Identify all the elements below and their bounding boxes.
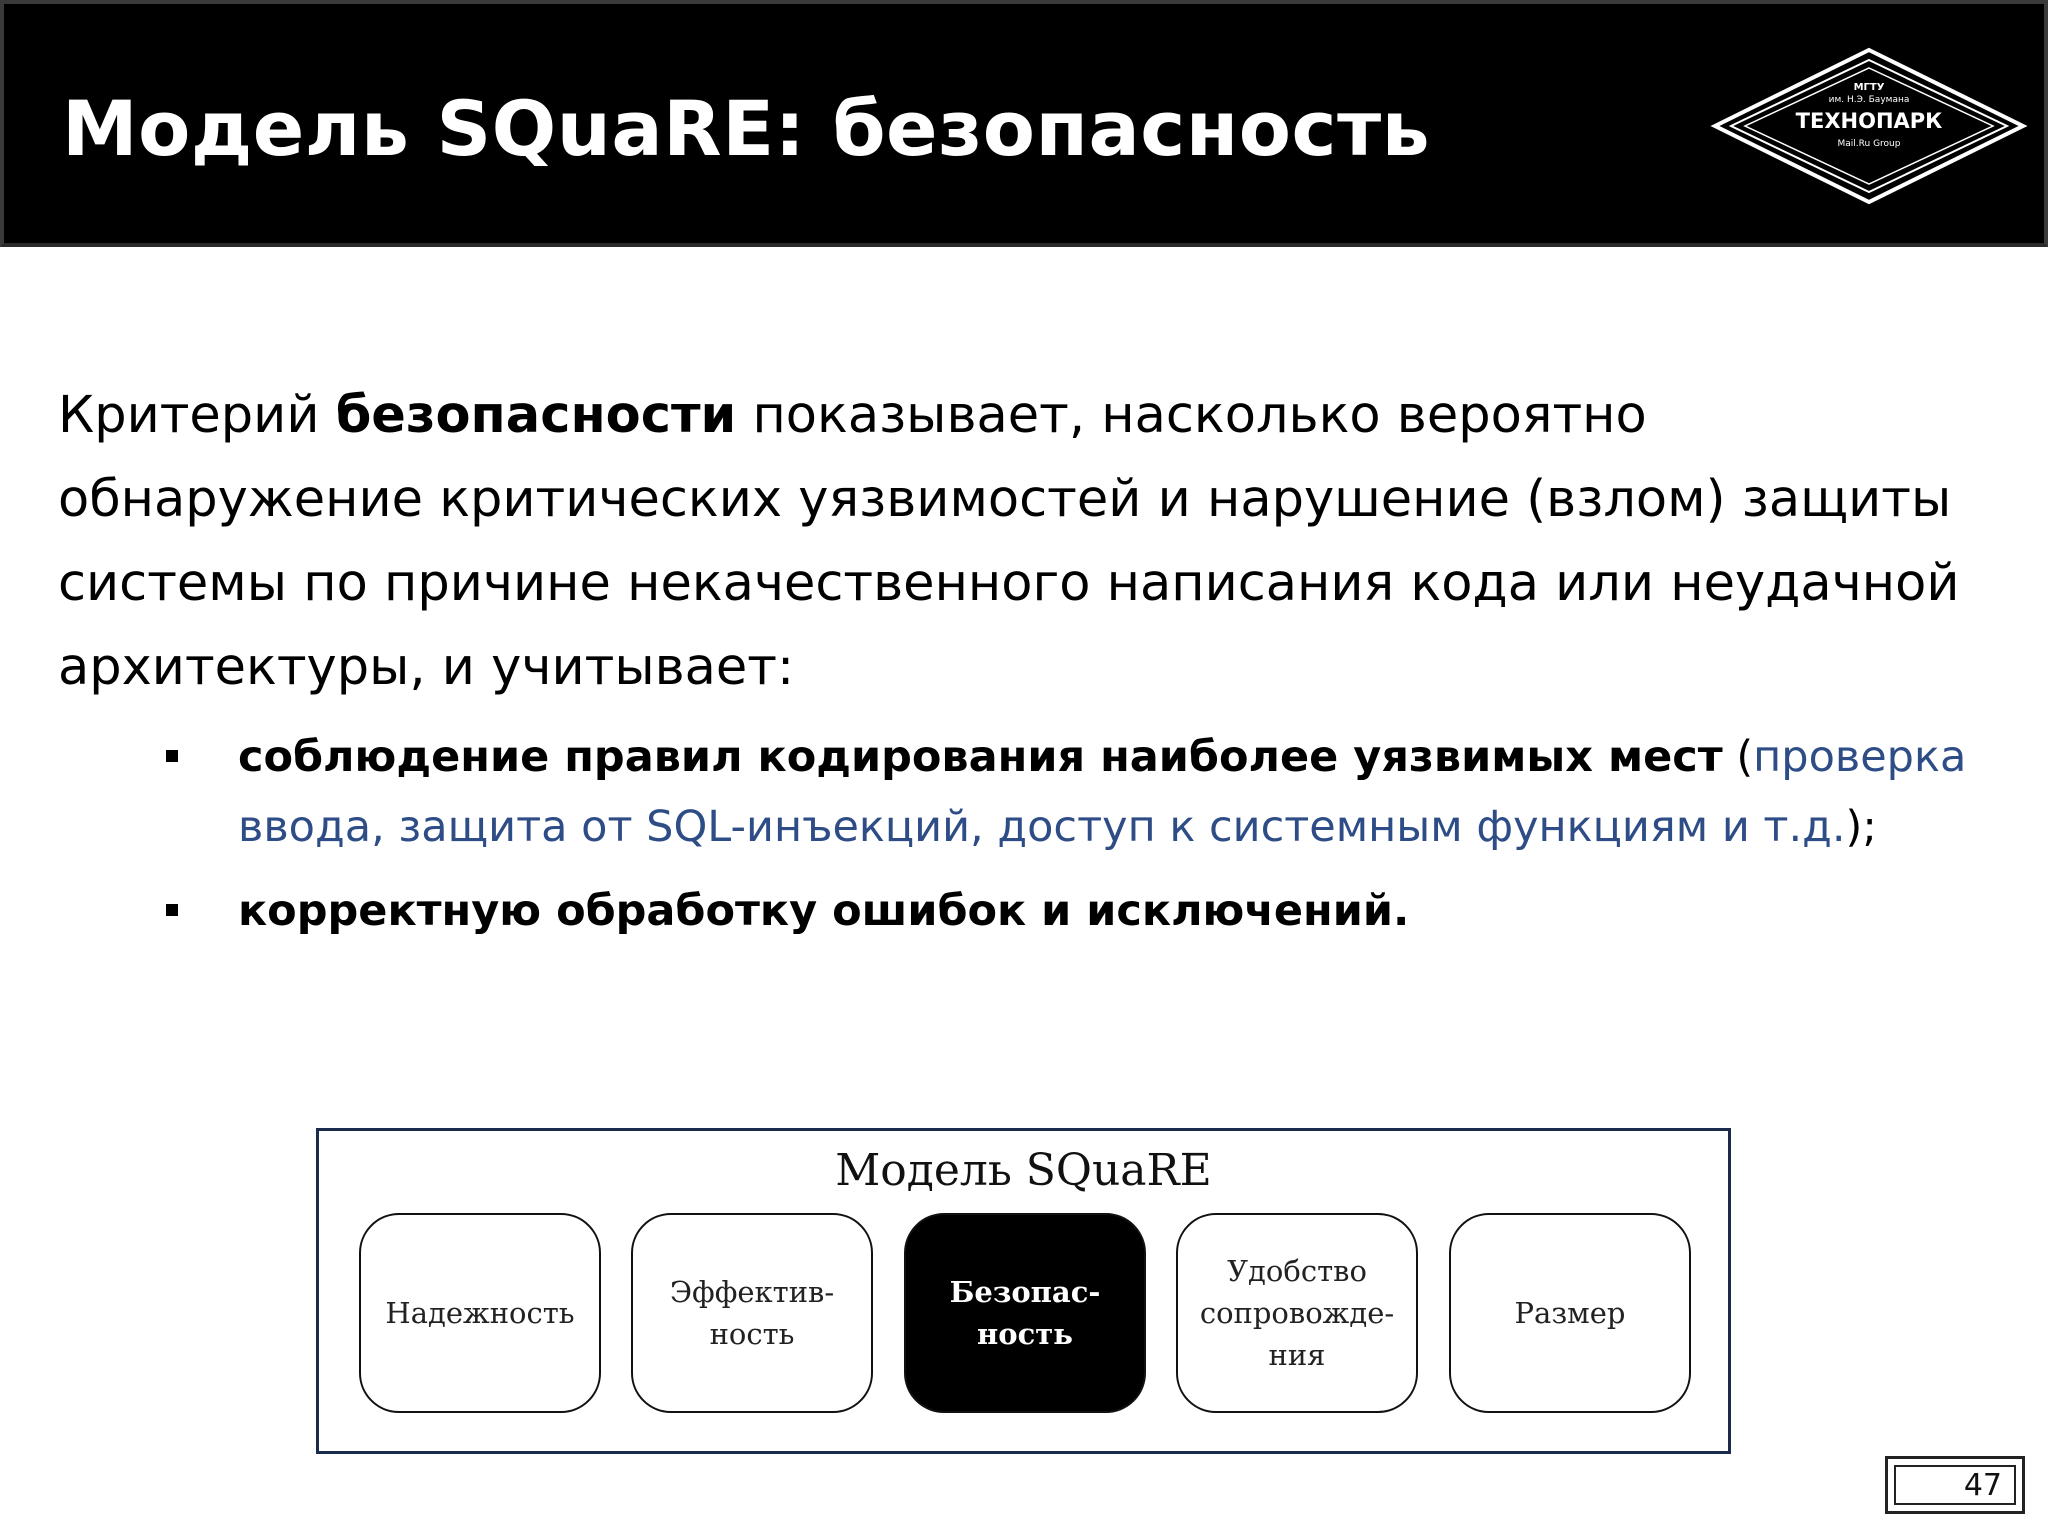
bullet-open-paren: ( [1722, 732, 1754, 782]
bullet-item-coding-rules [160, 722, 1980, 862]
bullet-list [160, 722, 1980, 960]
bullet-close-paren: ); [1845, 802, 1877, 852]
paragraph-intro: Критерий [58, 386, 336, 445]
box-efficiency: Эффектив- ность [631, 1213, 873, 1413]
slide-header [0, 0, 2048, 247]
bullet-detail-text: проверка ввода, защита от SQL-инъекций, доступ к системным функциям и т.д. [238, 732, 1967, 852]
bullet-bold-text: корректную обработку ошибок и исключений. [238, 886, 1410, 936]
diagram-title: Модель SQuaRE [835, 1145, 1212, 1196]
bullet-item-error-handling [160, 876, 1980, 946]
box-size: Размер [1449, 1213, 1691, 1413]
bullet-marker [166, 904, 178, 916]
bullet-marker [166, 750, 178, 762]
square-model-diagram [316, 1128, 1731, 1454]
bullet-bold-text: соблюдение правил кодирования наиболее уязвимых мест [238, 732, 1723, 782]
slide-title: Модель SQuaRE: безопасность [62, 84, 1431, 173]
page-number: 47 [1894, 1465, 2016, 1505]
logo-line1: МГТУ [1853, 82, 1885, 93]
box-reliability: Надежность [359, 1213, 601, 1413]
technopark-logo [1709, 44, 2029, 209]
paragraph-keyword: безопасности [335, 386, 737, 445]
logo-line2: им. Н.Э. Баумана [1828, 95, 1910, 105]
paragraph-rest: показывает, насколько вероятно обнаружение критических уязвимостей и нарушение (взлом) защиты системы по причине некачественного написания кода или неудачной архитектуры, и учитывает: [58, 386, 1960, 697]
page-number-box [1885, 1456, 2025, 1514]
logo-group: Mail.Ru Group [1837, 139, 1901, 149]
box-maintainability: Удобство сопровожде- ния [1176, 1213, 1418, 1413]
box-security: Безопас- ность [904, 1213, 1146, 1413]
logo-name: ТЕХНОПАРК [1795, 109, 1943, 133]
criterion-paragraph [58, 374, 1998, 710]
